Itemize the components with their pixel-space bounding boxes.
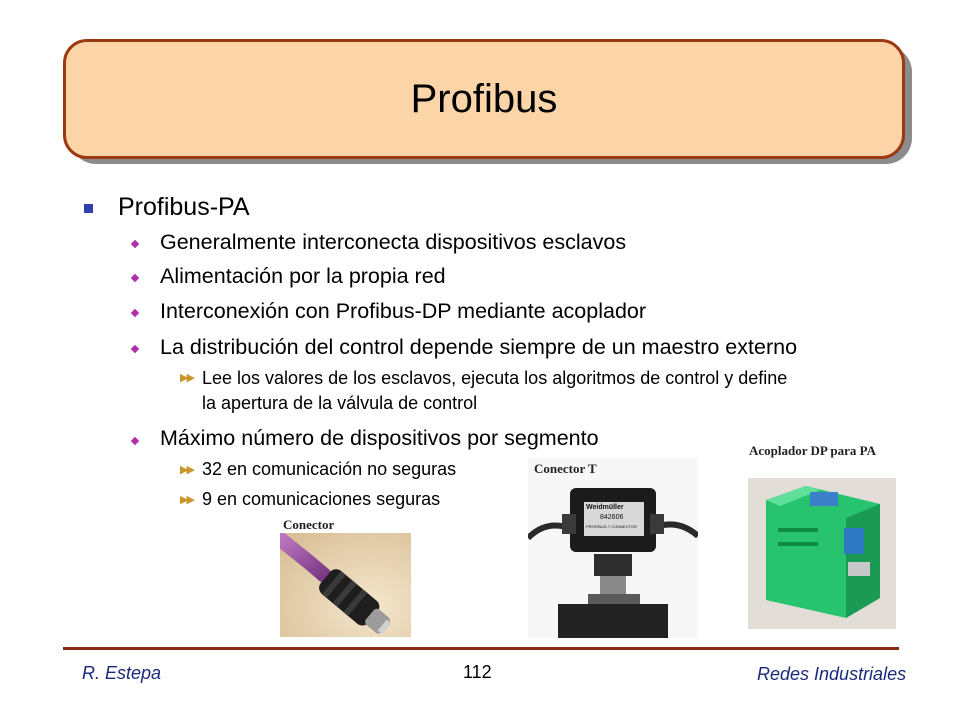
- t-connector-code: 842606: [600, 514, 624, 521]
- bullet-item: Interconexión con Profibus-DP mediante acoplador: [160, 299, 647, 323]
- bullet-level1: Profibus-PA: [118, 193, 250, 221]
- t-connector-caption: Conector T: [534, 461, 597, 476]
- footer-course: Redes Industriales: [757, 664, 907, 684]
- coupler-caption: Acoplador DP para PA: [749, 443, 876, 458]
- double-arrow-bullet-icon: ▶▶: [180, 494, 193, 506]
- t-connector-label: PROFIBUS-T CONNECTOR: [586, 524, 637, 529]
- diamond-bullet-icon: [131, 345, 139, 353]
- slide-title: Profibus: [410, 76, 558, 121]
- sub-bullet-line: la apertura de la válvula de control: [202, 393, 478, 413]
- sub-bullet-item: [202, 366, 912, 416]
- coupler-photo: [748, 478, 896, 629]
- diamond-bullet-icon: [131, 437, 139, 445]
- t-connector-photo: [528, 458, 698, 638]
- double-arrow-bullet-icon: ▶▶: [180, 464, 193, 476]
- t-connector-brand: Weidmüller: [586, 504, 624, 511]
- sub-bullet-item: 9 en comunicaciones seguras: [202, 489, 441, 509]
- diamond-bullet-icon: [131, 240, 139, 248]
- diamond-bullet-icon: [131, 309, 139, 317]
- connector-caption: Conector: [283, 517, 335, 532]
- sub-bullet-item: 32 en comunicación no seguras: [202, 459, 457, 479]
- bullet-item: Alimentación por la propia red: [160, 264, 446, 288]
- footer-author: R. Estepa: [82, 663, 162, 683]
- bullet-item: La distribución del control depende siempre de un maestro externo: [160, 335, 798, 359]
- footer-divider: [63, 647, 899, 650]
- square-bullet-icon: [84, 204, 93, 213]
- connector-photo: [280, 533, 411, 637]
- diamond-bullet-icon: [131, 274, 139, 282]
- bullet-item: Generalmente interconecta dispositivos esclavos: [160, 230, 627, 254]
- sub-bullet-line: Lee los valores de los esclavos, ejecuta los algoritmos de control y define: [202, 368, 788, 388]
- bullet-item: Máximo número de dispositivos por segmento: [160, 426, 599, 450]
- double-arrow-bullet-icon: ▶▶: [180, 372, 193, 384]
- title-box: [63, 39, 905, 159]
- page-number: 112: [463, 662, 492, 682]
